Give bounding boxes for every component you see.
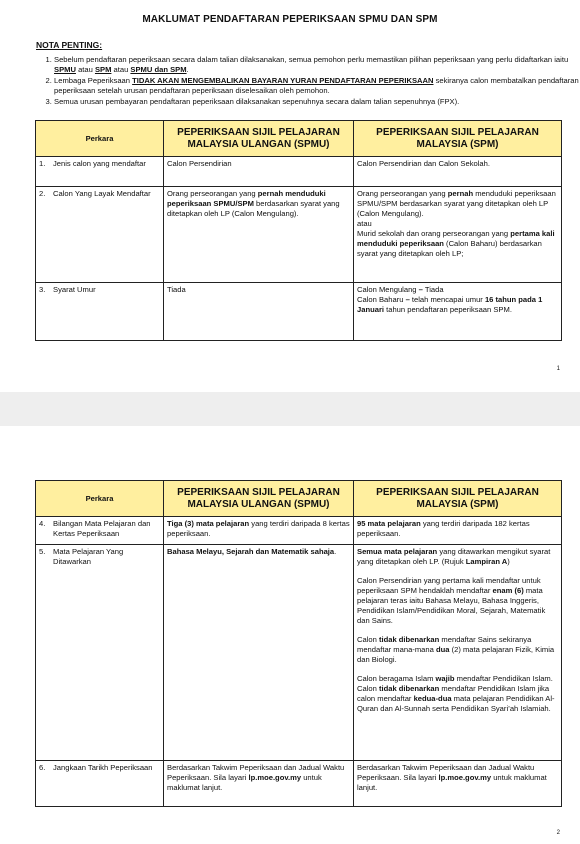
cell-bold: enam (6) [492, 586, 524, 595]
cell-text: yang terdiri daripada 182 kertas peperiksaan. [357, 519, 530, 538]
page-1 [0, 0, 580, 392]
cell-text: Tiada [422, 285, 444, 294]
row-label: Syarat Umur [53, 285, 96, 294]
page-2 [0, 426, 580, 844]
note-item [54, 76, 580, 96]
cell-text: atau [357, 219, 372, 228]
row-label: Calon Yang Layak Mendaftar [53, 189, 151, 198]
cell-text: Berdasarkan Takwim Peperiksaan dan Jadual Waktu Peperiksaan. Sila layari [357, 763, 535, 782]
cell-text: Calon Mengulang [357, 285, 419, 294]
note-text: sekiranya calon membatalkan pendaftaran peperiksaan setelah urusan pendaftaran peperiksaan diselesaikan oleh pemohon. [54, 76, 579, 95]
note-text: atau [111, 65, 131, 74]
spmu-cell [164, 517, 354, 545]
cell-bold: 16 tahun pada 1 Januari [357, 295, 543, 314]
nota-heading: NOTA PENTING: [36, 40, 103, 50]
note-text: Lembaga Peperiksaan [54, 76, 133, 85]
cell-text: Berdasarkan Takwim Peperiksaan dan Jadual Waktu Peperiksaan. Sila layari [167, 763, 345, 782]
spm-cell [354, 517, 562, 545]
cell-text: mendaftar Pendidikan Islam. Calon [357, 674, 553, 693]
note-text: . [186, 65, 189, 74]
header-spm: PEPERIKSAAN SIJIL PELAJARAN MALAYSIA (SPM) [354, 121, 562, 157]
cell-bold: pernah menduduki peperiksaan SPMU/SPM [167, 189, 326, 208]
spm-cell [354, 187, 562, 283]
page-number: 1 [556, 366, 560, 372]
cell-text: tahun pendaftaran peperiksaan SPM. [384, 305, 512, 314]
cell-bold: tidak dibenarkan [378, 635, 440, 644]
cell-text: untuk maklumat lanjut. [167, 773, 322, 792]
page-number: 2 [556, 830, 560, 836]
note-emphasis: SPM [94, 65, 112, 74]
note-text: Semua urusan pembayaran pendaftaran peperiksaan dilaksanakan sepenuhnya secara dalam talian sepenuhnya (FPX). [54, 97, 460, 106]
table-page-2 [35, 480, 562, 807]
table-row [36, 545, 562, 761]
row-item [36, 517, 164, 545]
row-item [36, 761, 164, 807]
website-link[interactable]: lp.moe.gov.my [248, 773, 302, 782]
cell-text: ) [507, 557, 510, 566]
cell-text: mendaftar Pendidikan Islam jika calon mendaftar [357, 684, 550, 703]
cell-text: Calon Persendirian yang pertama kali mendaftar untuk peperiksaan SPM hendaklah mendaftar [357, 576, 541, 595]
cell-bold: – [418, 285, 423, 294]
cell-text: Calon Baharu [357, 295, 406, 304]
row-number: 5. [39, 547, 46, 556]
spmu-cell: Calon Persendirian [164, 157, 354, 187]
row-label: Jangkaan Tarikh Peperiksaan [53, 763, 153, 772]
spmu-cell [164, 761, 354, 807]
note-text: atau [75, 65, 95, 74]
cell-bold: wajib [435, 674, 455, 683]
header-perkara: Perkara [36, 121, 164, 157]
note-emphasis: SPMU [54, 65, 76, 74]
row-label: Mata Pelajaran Yang Ditawarkan [53, 547, 124, 566]
note-emphasis: TIDAK AKAN MENGEMBALIKAN BAYARAN YURAN PENDAFTARAN PEPERIKSAAN [132, 76, 434, 85]
cell-bold: kedua-dua [413, 694, 452, 703]
cell-bold: – [405, 295, 410, 304]
row-number: 2. [39, 189, 46, 198]
header-perkara: Perkara [36, 481, 164, 517]
cell-text: Orang perseorangan yang [167, 189, 258, 198]
note-text: Sebelum pendaftaran peperiksaan secara dalam talian dilaksanakan, semua pemohon perlu memastikan pilihan peperiksaan yang perlu didaftarkan iaitu [54, 55, 569, 64]
spm-cell [354, 283, 562, 341]
cell-paragraph [357, 547, 558, 567]
table-row [36, 517, 562, 545]
cell-text: Murid sekolah dan orang perseorangan yang [357, 229, 511, 238]
cell-text: mata pelajaran teras iaitu Bahasa Melayu, Bahasa Inggeris, Pendidikan Islam/Pendidikan Moral, Sejarah, Matematik dan Sains. [357, 586, 546, 625]
cell-text: Calon beragama Islam [357, 674, 436, 683]
table-row [36, 187, 562, 283]
cell-text: menduduki peperiksaan SPMU/SPM berdasarkan syarat yang ditetapkan oleh LP (Calon Mengulang). [357, 189, 556, 218]
table-page-1 [35, 120, 562, 341]
cell-bold: pernah [447, 189, 474, 198]
spm-cell: Calon Persendirian dan Calon Sekolah. [354, 157, 562, 187]
cell-bold: Semua mata pelajaran [357, 547, 438, 556]
table-row [36, 761, 562, 807]
row-item [36, 187, 164, 283]
row-number: 3. [39, 285, 46, 294]
cell-text: untuk maklumat lanjut. [357, 773, 547, 792]
cell-text: (Calon Baharu) berdasarkan syarat yang ditetapkan oleh LP; [357, 239, 542, 258]
cell-bold: 95 mata pelajaran [357, 519, 421, 528]
cell-text: yang ditawarkan mengikut syarat yang ditetapkan oleh LP. (Rujuk [357, 547, 551, 566]
row-item [36, 157, 164, 187]
cell-text: Calon [357, 635, 379, 644]
spmu-cell: Tiada [164, 283, 354, 341]
cell-bold: tidak dibenarkan [378, 684, 440, 693]
cell-text: (2) mata pelajaran Fizik, Kimia dan Biologi. [357, 645, 555, 664]
row-item [36, 545, 164, 761]
page-gap [0, 392, 580, 426]
cell-text: yang terdiri daripada 8 kertas peperiksaan. [167, 519, 350, 538]
website-link[interactable]: lp.moe.gov.my [438, 773, 492, 782]
row-number: 4. [39, 519, 46, 528]
table-header-row [36, 121, 562, 157]
cell-text: telah mencapai umur [409, 295, 485, 304]
note-item [54, 55, 580, 75]
table-header-row [36, 481, 562, 517]
spmu-cell [164, 545, 354, 761]
spmu-cell [164, 187, 354, 283]
header-spmu: PEPERIKSAAN SIJIL PELAJARAN MALAYSIA ULANGAN (SPMU) [164, 121, 354, 157]
note-item [54, 97, 580, 107]
table-row [36, 283, 562, 341]
table-row [36, 157, 562, 187]
row-label: Jenis calon yang mendaftar [53, 159, 146, 168]
cell-bold: pertama kali menduduki peperiksaan [357, 229, 555, 248]
cell-paragraph [357, 576, 558, 626]
cell-bold: Tiga (3) mata pelajaran [167, 519, 250, 528]
cell-text: berdasarkan syarat yang ditetapkan oleh LP (Calon Mengulang). [167, 199, 340, 218]
row-number: 6. [39, 763, 46, 772]
notes-list [36, 55, 580, 108]
cell-text: Orang perseorangan yang [357, 189, 448, 198]
row-label: Bilangan Mata Pelajaran dan Kertas Peperiksaan [53, 519, 151, 538]
spm-cell [354, 761, 562, 807]
cell-paragraph [357, 635, 558, 665]
cell-text: mendaftar Sains sekiranya mendaftar mana-mana [357, 635, 532, 654]
cell-paragraph [357, 674, 558, 714]
note-emphasis: SPMU dan SPM [130, 65, 187, 74]
header-spm: PEPERIKSAAN SIJIL PELAJARAN MALAYSIA (SPM) [354, 481, 562, 517]
cell-bold: Bahasa Melayu, Sejarah dan Matematik sahaja [167, 547, 335, 556]
cell-text: mata pelajaran Pendidikan Al-Quran dan Al-Sunnah serta Pendidikan Syari’ah Islamiah. [357, 694, 555, 713]
document-title: MAKLUMAT PENDAFTARAN PEPERIKSAAN SPMU DAN SPM [142, 14, 438, 25]
row-item [36, 283, 164, 341]
cell-bold: Lampiran A [465, 557, 508, 566]
row-number: 1. [39, 159, 46, 168]
cell-bold: dua [435, 645, 450, 654]
header-spmu: PEPERIKSAAN SIJIL PELAJARAN MALAYSIA ULANGAN (SPMU) [164, 481, 354, 517]
spm-cell [354, 545, 562, 761]
cell-text: . [334, 547, 337, 556]
